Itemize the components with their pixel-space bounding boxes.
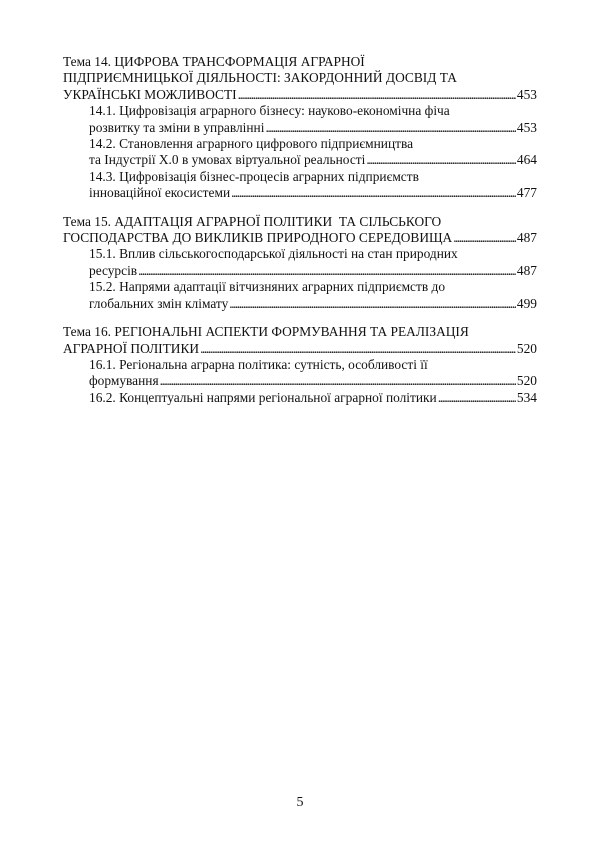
toc-subtopic-line [63, 279, 537, 295]
toc-text: АГРАРНОЇ ПОЛІТИКИ [63, 340, 200, 356]
toc-subtopic-line [63, 169, 537, 185]
toc-page-number: 453 [516, 119, 537, 135]
toc-topic-title-line [63, 54, 537, 70]
toc-text: 15.2. Напрями адаптації вітчизняних аграрних підприємств до [89, 279, 446, 295]
toc-topic-entry[interactable] [63, 341, 537, 357]
toc-page-number: 499 [516, 295, 537, 311]
toc-text: інноваційної екосистеми [89, 185, 231, 201]
toc-text: формування [89, 373, 159, 389]
toc-text: 14.3. Цифровізація бізнес-процесів аграрних підприємств [89, 168, 419, 184]
dot-leader [438, 390, 516, 406]
toc-subtopic-entry[interactable] [63, 390, 537, 406]
toc-topic-title-line [63, 324, 537, 340]
toc-text: ресурсів [89, 262, 138, 278]
toc-text: глобальних змін клімату [89, 295, 229, 311]
dot-leader [366, 152, 516, 168]
toc-text: 16.1. Регіональна аграрна політика: сутність, особливості її [89, 356, 428, 372]
toc-page-number: 464 [516, 152, 537, 168]
toc-page-number: 520 [516, 340, 537, 356]
toc-subtopic-entry[interactable] [63, 185, 537, 201]
toc-topic-14 [63, 54, 537, 202]
toc-text: та Індустрії Х.0 в умовах віртуальної реальності [89, 152, 366, 168]
toc-topic-title-line [63, 214, 537, 230]
toc-topic-entry[interactable] [63, 230, 537, 246]
toc-text: 14.2. Становлення аграрного цифрового підприємництва [89, 136, 414, 152]
toc-page-number: 487 [516, 230, 537, 246]
toc-text: ГОСПОДАРСТВА ДО ВИКЛИКІВ ПРИРОДНОГО СЕРЕДОВИЩА [63, 230, 453, 246]
toc-subtopic-entry[interactable] [63, 152, 537, 168]
toc-text: Тема 16. РЕГІОНАЛЬНІ АСПЕКТИ ФОРМУВАННЯ ТА РЕАЛІЗАЦІЯ [63, 324, 469, 340]
toc-page-number: 534 [516, 389, 537, 405]
toc-text: 15.1. Вплив сільськогосподарської діяльності на стан природних [89, 246, 458, 262]
dot-leader [231, 185, 516, 201]
toc-subtopic-line [63, 246, 537, 262]
toc-text: Тема 15. АДАПТАЦІЯ АГРАРНОЇ ПОЛІТИКИ ТА СІЛЬСЬКОГО [63, 213, 442, 229]
dot-leader [138, 263, 516, 279]
toc-text: УКРАЇНСЬКІ МОЖЛИВОСТІ [63, 86, 237, 102]
toc-subtopic-line [63, 357, 537, 373]
toc-topic-15 [63, 214, 537, 312]
dot-leader [229, 296, 516, 312]
toc-page-number: 487 [516, 262, 537, 278]
toc-text: розвитку та зміни в управлінні [89, 119, 265, 135]
toc-topic-16 [63, 324, 537, 406]
toc-text: Тема 14. ЦИФРОВА ТРАНСФОРМАЦІЯ АГРАРНОЇ [63, 54, 365, 69]
toc-subtopic-entry[interactable] [63, 120, 537, 136]
toc-text: 16.2. Концептуальні напрями регіональної аграрної політики [89, 389, 437, 405]
toc-text: ПІДПРИЄМНИЦЬКОЇ ДІЯЛЬНОСТІ: ЗАКОРДОННИЙ ДОСВІД ТА [63, 70, 457, 86]
dot-leader [265, 120, 515, 136]
toc-text: 14.1. Цифровізація аграрного бізнесу: науково-економічна фіча [89, 103, 450, 119]
toc-subtopic-line [63, 136, 537, 152]
dot-leader [200, 341, 516, 357]
toc-topic-title-line [63, 70, 537, 86]
toc-subtopic-entry[interactable] [63, 373, 537, 389]
toc-page-number: 477 [516, 185, 537, 201]
toc-page-number: 453 [516, 86, 537, 102]
dot-leader [160, 373, 516, 389]
page-number: 5 [296, 795, 304, 810]
table-of-contents [63, 54, 537, 418]
toc-subtopic-line [63, 103, 537, 119]
toc-page-number: 520 [516, 373, 537, 389]
dot-leader [238, 87, 516, 103]
toc-subtopic-entry[interactable] [63, 263, 537, 279]
toc-subtopic-entry[interactable] [63, 296, 537, 312]
dot-leader [453, 230, 516, 246]
toc-topic-entry[interactable] [63, 87, 537, 103]
